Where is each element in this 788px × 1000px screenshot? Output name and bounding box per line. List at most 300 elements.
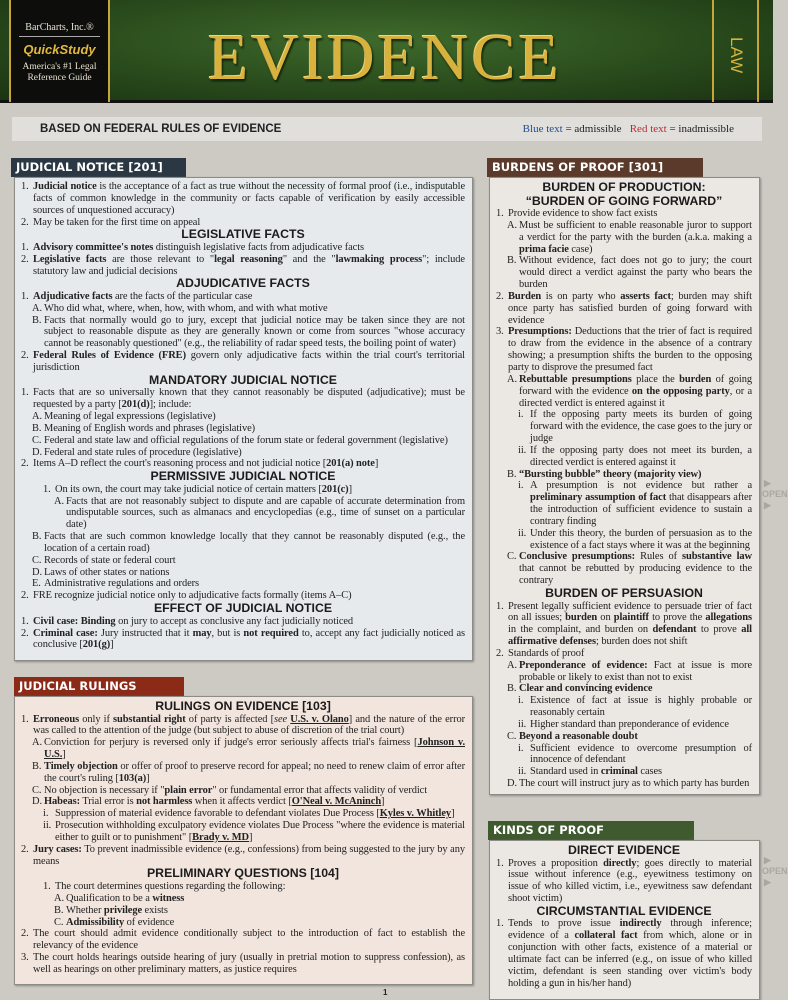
right-column bbox=[487, 158, 760, 1000]
list-item bbox=[21, 350, 465, 374]
item-text: If the opposing party meets its burden of going forward with the evidence, the case goes to the jury or judge bbox=[530, 409, 752, 445]
item-text: Without evidence, fact does not go to jury; the court would direct a verdict against the party who bears the burden bbox=[519, 255, 752, 291]
item-text: or offer of proof to preserve record for appeal; no need to renew claim of error after the court's ruling [ bbox=[44, 760, 465, 784]
list-item bbox=[32, 411, 465, 423]
list-item bbox=[496, 208, 752, 220]
item-number: A. bbox=[507, 373, 517, 385]
left-column bbox=[11, 158, 473, 998]
item-text: are the facts of the particular case bbox=[112, 290, 253, 302]
item-text: The court will instruct jury as to which party has burden bbox=[519, 778, 750, 790]
item-text: 201(d) bbox=[121, 399, 150, 411]
list-item bbox=[21, 616, 465, 628]
item-number: i. bbox=[518, 742, 524, 754]
item-text: distinguish legislative facts from adjudicative facts bbox=[153, 241, 365, 253]
item-text: Erroneous bbox=[33, 713, 80, 725]
item-text: Must be sufficient to enable reasonable juror to support a verdict for the party with the burden (a.k.a. making a bbox=[519, 219, 752, 243]
item-text: Rules of bbox=[635, 551, 682, 563]
item-text: Sufficient evidence to overcome presumption of innocence of defendant bbox=[530, 742, 752, 766]
list-item bbox=[43, 820, 465, 844]
item-text: ; goes directly to material issue without inference (e.g., eyewitness testimony on issue of who killed victim, i.e., eyewitness saw defendant shoot victim) bbox=[508, 857, 753, 905]
item-text: privilege bbox=[103, 904, 143, 916]
list-item bbox=[21, 291, 465, 303]
list-item bbox=[21, 628, 465, 652]
subsection-heading: “BURDEN OF GOING FORWARD” bbox=[525, 193, 723, 208]
list-item bbox=[43, 484, 465, 496]
item-number: 1. bbox=[21, 181, 29, 192]
item-number: C. bbox=[32, 554, 42, 566]
item-text: Trial error is bbox=[79, 796, 137, 808]
series-logo: QuickStudy bbox=[23, 42, 96, 57]
item-text: Presumptions: bbox=[508, 326, 572, 338]
list-item bbox=[507, 731, 752, 743]
item-text: FRE recognize judicial notice only to adjudicative facts formally (items A–C) bbox=[33, 590, 352, 602]
item-text: Preponderance of evidence: bbox=[519, 659, 648, 671]
list-item bbox=[507, 551, 752, 587]
item-text: “Bursting bubble” theory (majority view) bbox=[519, 468, 702, 480]
item-text: of party is affected [ bbox=[185, 713, 274, 725]
list-item bbox=[32, 555, 465, 567]
section-tab-burdens-of-proof: BURDENS OF PROOF [301] bbox=[487, 158, 703, 177]
item-number: ii. bbox=[43, 820, 52, 832]
item-text: ] bbox=[110, 639, 114, 651]
item-text: of evidence bbox=[124, 916, 175, 928]
item-text: ] bbox=[381, 796, 385, 808]
page-title: EVIDENCE bbox=[208, 21, 562, 94]
section-kinds-of-proof bbox=[489, 840, 760, 1000]
item-text: not harmless bbox=[136, 796, 193, 808]
item-text: Burden bbox=[508, 290, 542, 302]
legend-blue-meaning: = admissible bbox=[562, 123, 622, 135]
item-text: 103(a) bbox=[118, 772, 147, 784]
item-text: Jury instructed that it bbox=[97, 627, 193, 639]
item-number: 1. bbox=[43, 483, 51, 495]
item-number: D. bbox=[507, 778, 517, 790]
legend-blue: Blue text bbox=[522, 123, 563, 135]
list-item bbox=[518, 766, 752, 778]
list-item bbox=[54, 496, 465, 532]
item-number: B. bbox=[507, 468, 517, 480]
subsection-heading: LEGISLATIVE FACTS bbox=[181, 227, 305, 242]
list-item bbox=[507, 255, 752, 291]
list-item bbox=[32, 785, 465, 797]
item-number: 1. bbox=[496, 918, 504, 930]
list-item bbox=[21, 254, 465, 278]
item-text: Timely objection bbox=[44, 760, 118, 772]
list-item bbox=[496, 601, 752, 648]
list-item bbox=[21, 181, 465, 217]
case-citation: U.S. v. Olano bbox=[290, 713, 349, 725]
item-text: Prosecution withholding exculpatory evidence violates Due Process "where the evidence is material either to guilt or to punishment" [ bbox=[55, 820, 465, 843]
list-item bbox=[21, 952, 465, 976]
item-text: 201(c) bbox=[321, 483, 349, 495]
list-item bbox=[54, 893, 465, 905]
item-number: 2. bbox=[21, 928, 29, 940]
list-item bbox=[32, 423, 465, 435]
case-citation: Brady v. MD bbox=[192, 831, 249, 843]
item-text: Jury cases: bbox=[33, 843, 82, 855]
item-text: Adjudicative facts bbox=[33, 290, 113, 302]
item-text: ]; include: bbox=[149, 399, 192, 411]
list-item bbox=[507, 374, 752, 410]
item-text: Fact at issue is more probable or likely to exist than not to exist bbox=[519, 659, 752, 683]
item-text: legal reasoning bbox=[214, 253, 283, 265]
item-text: that disappears after the introduction of sufficient evidence to sustain a contrary finding bbox=[530, 492, 753, 527]
item-number: B. bbox=[54, 904, 64, 916]
item-text: 201(g) bbox=[82, 639, 111, 651]
item-text: substantial right bbox=[113, 713, 186, 725]
item-text: Suppression of material evidence favorable to defendant violates Due Process [ bbox=[55, 808, 380, 820]
item-text: Under this theory, the burden of persuasion as to the existence of a fact stays where it was at the beginning bbox=[530, 527, 752, 551]
item-text: preliminary assumption of fact bbox=[530, 492, 667, 504]
list-item bbox=[518, 695, 752, 719]
item-number: A. bbox=[507, 219, 517, 231]
item-text: to, accept any fact judicially noticed as conclusive [ bbox=[33, 627, 465, 651]
item-text: Who did what, where, when, how, with whom, and with what motive bbox=[44, 302, 328, 314]
item-text: Facts that normally would go to jury, except that judicial notice may be taken since they are not subject to reasonable dispute as they are generally known or come from sources "whose accuracy cannot be reasonably questioned" (e.g., the reliability of radar speed tests, the boiling point of water) bbox=[44, 314, 465, 350]
item-number: ii. bbox=[518, 718, 527, 730]
item-text: allegations bbox=[705, 612, 753, 624]
tagline: America's #1 Legal Reference Guide bbox=[22, 62, 97, 83]
subsection-heading: CIRCUMSTANTIAL EVIDENCE bbox=[536, 903, 712, 918]
list-item bbox=[518, 409, 752, 445]
item-number: i. bbox=[43, 808, 49, 820]
item-text: Qualification to be a bbox=[66, 892, 153, 904]
item-text: is the acceptance of a fact as true without the necessity of formal proof (i.e., indisputable facts of common knowledge in the community or facts capable of verification by easily accessible sources of unquestioned accuracy) bbox=[33, 181, 465, 216]
section-judicial-rulings bbox=[14, 696, 473, 985]
item-text: plain error bbox=[164, 784, 213, 796]
item-text: govern only adjudicative facts within the trial court's territorial jurisdiction bbox=[33, 350, 466, 373]
item-number: 1. bbox=[21, 387, 29, 399]
list-item bbox=[507, 469, 752, 481]
item-text: ] bbox=[451, 808, 455, 820]
item-text: in the complaint, and burden on bbox=[508, 624, 653, 636]
list-item bbox=[21, 242, 465, 254]
item-number: 1. bbox=[496, 600, 504, 612]
item-number: 3. bbox=[21, 952, 29, 964]
item-text: place the bbox=[631, 373, 680, 385]
item-text: to prove bbox=[696, 624, 742, 636]
item-text: of going forward with the evidence bbox=[519, 373, 752, 397]
item-text: ] bbox=[62, 749, 66, 761]
item-text: ] and the nature of the error was called to the attention of the judge (but subject to abuse of discretion of the trial court) bbox=[33, 713, 465, 737]
section-judicial-notice bbox=[14, 177, 473, 661]
item-number: 1. bbox=[21, 713, 29, 725]
item-number: 2. bbox=[21, 627, 29, 639]
list-item bbox=[496, 858, 752, 905]
item-text: case) bbox=[568, 243, 593, 255]
item-text: Clear and convincing evidence bbox=[519, 683, 653, 695]
item-text: when it affects verdict [ bbox=[192, 796, 292, 808]
item-number: ii. bbox=[518, 527, 527, 539]
item-text: Rebuttable presumptions bbox=[519, 373, 632, 385]
list-item bbox=[496, 326, 752, 373]
list-item bbox=[507, 778, 752, 790]
item-text: defendant bbox=[652, 624, 697, 636]
item-text: To prevent inadmissible evidence (e.g., confessions) from being suggested to the jury by any means bbox=[33, 843, 465, 867]
item-text: The court holds hearings outside hearing of jury (usually in pretrial motion to suppress confession), as well as hearings on other preliminary matters, as justice requires bbox=[33, 952, 465, 975]
subsection-heading: MANDATORY JUDICIAL NOTICE bbox=[149, 372, 337, 387]
item-number: A. bbox=[32, 411, 42, 422]
item-number: C. bbox=[507, 730, 517, 742]
item-text: On its own, the court may take judicial notice of certain matters [ bbox=[55, 483, 322, 495]
item-text: not required bbox=[243, 627, 299, 639]
item-text: are those relevant to " bbox=[106, 253, 215, 265]
item-number: B. bbox=[32, 531, 42, 543]
list-item bbox=[32, 578, 465, 590]
item-number: i. bbox=[518, 695, 524, 707]
item-number: i. bbox=[518, 409, 524, 421]
item-text: plaintiff bbox=[613, 612, 649, 624]
item-text: is on party who bbox=[541, 290, 621, 302]
item-text: Facts that are such common knowledge locally that they cannot be reasonably disputed (e.g., the location of a certain road) bbox=[44, 531, 465, 554]
item-text: all affirmative defenses bbox=[508, 624, 752, 648]
item-text: on the opposing party bbox=[631, 385, 730, 397]
item-number: A. bbox=[32, 302, 42, 314]
item-number: A. bbox=[32, 737, 42, 749]
subsection-heading: RULINGS ON EVIDENCE [103] bbox=[155, 699, 331, 713]
item-text: cases bbox=[637, 766, 663, 778]
list-item bbox=[21, 844, 465, 868]
subsection-heading: BURDEN OF PRODUCTION: bbox=[542, 180, 706, 194]
list-item bbox=[21, 387, 465, 411]
item-text: Admissibility bbox=[66, 916, 125, 928]
item-text: see bbox=[274, 713, 288, 725]
subsection-heading: PRELIMINARY QUESTIONS [104] bbox=[146, 866, 339, 881]
item-number: B. bbox=[32, 422, 42, 434]
item-number: 2. bbox=[21, 590, 29, 602]
publisher: BarCharts, Inc.® bbox=[19, 22, 100, 37]
case-citation: O'Neal v. McAninch bbox=[291, 796, 382, 808]
item-text: lawmaking process bbox=[335, 253, 423, 265]
section-tab-judicial-rulings: JUDICIAL RULINGS bbox=[14, 677, 184, 696]
item-number: 2. bbox=[496, 647, 504, 659]
list-item bbox=[496, 291, 752, 327]
item-text: No objection is necessary if " bbox=[44, 784, 165, 796]
item-text: directly bbox=[603, 857, 637, 869]
list-item bbox=[496, 648, 752, 660]
item-text: exists bbox=[142, 904, 168, 916]
gold-rule bbox=[712, 0, 714, 102]
item-text: " or fundamental error that affects validity of verdict bbox=[212, 784, 428, 796]
list-item bbox=[32, 567, 465, 579]
item-number: 2. bbox=[21, 216, 29, 228]
cover-banner bbox=[0, 0, 773, 103]
list-item bbox=[518, 445, 752, 469]
item-number: ii. bbox=[518, 444, 527, 456]
subject-label: LAW bbox=[727, 36, 746, 74]
item-text: Legislative facts bbox=[33, 253, 107, 265]
item-text: Meaning of legal expressions (legislative) bbox=[44, 411, 216, 422]
item-text: 201(a) note bbox=[326, 458, 375, 470]
item-number: D. bbox=[32, 446, 42, 458]
section-burdens-of-proof bbox=[489, 177, 760, 795]
list-item bbox=[507, 683, 752, 695]
item-text: Standard used in bbox=[530, 766, 601, 778]
item-text: ; burden does not shift bbox=[595, 636, 688, 648]
gold-rule bbox=[757, 0, 759, 102]
item-number: A. bbox=[54, 892, 64, 904]
item-number: 2. bbox=[496, 290, 504, 302]
item-text: Beyond a reasonable doubt bbox=[519, 730, 638, 742]
list-item bbox=[518, 480, 752, 527]
item-text: burden bbox=[679, 373, 712, 385]
list-item bbox=[43, 881, 465, 893]
item-text: ] bbox=[348, 483, 352, 495]
item-text: that cannot be rebutted by producing evidence to the contrary bbox=[519, 563, 752, 587]
item-text: Facts that are not reasonably subject to dispute and are capable of accurate determination from undisputable sources, such as almanacs and encyclopedias (e.g., time of sunset on a particular date) bbox=[66, 495, 465, 531]
list-item bbox=[32, 531, 465, 555]
list-item bbox=[496, 918, 752, 989]
item-text: Deductions that the trier of fact is required to draw from the evidence in the absence of a contrary showing; a presumption shifts the burden to the opposing party to disprove the presumed fact bbox=[508, 326, 752, 373]
item-text: A presumption is not evidence but rather a bbox=[530, 480, 752, 492]
item-text: Federal Rules of Evidence (FRE) bbox=[33, 350, 186, 362]
section-tab-judicial-notice: JUDICIAL NOTICE [201] bbox=[11, 158, 186, 177]
item-number: E. bbox=[32, 578, 41, 590]
item-number: 1. bbox=[21, 241, 29, 253]
item-number: A. bbox=[54, 495, 64, 507]
item-text: criminal bbox=[600, 766, 638, 778]
item-number: B. bbox=[507, 683, 517, 695]
legend-red-meaning: = inadmissible bbox=[666, 123, 734, 135]
item-number: B. bbox=[32, 760, 42, 772]
item-text: Criminal case: bbox=[33, 627, 98, 639]
item-number: B. bbox=[507, 255, 517, 267]
subsection-heading: ADJUDICATIVE FACTS bbox=[176, 276, 310, 291]
item-number: C. bbox=[32, 434, 42, 446]
item-text: Conclusive presumptions: bbox=[519, 551, 636, 563]
item-number: 2. bbox=[21, 458, 29, 470]
item-number: ii. bbox=[518, 766, 527, 778]
list-item bbox=[32, 761, 465, 785]
item-number: C. bbox=[507, 551, 517, 563]
item-text: Higher standard than preponderance of evidence bbox=[530, 718, 729, 730]
list-item bbox=[54, 917, 465, 929]
subheader-bar bbox=[12, 117, 762, 141]
list-item bbox=[54, 905, 465, 917]
item-text: Administrative regulations and orders bbox=[44, 578, 200, 590]
item-text: ; burden may shift once party has satisfied burden of going forward with evidence bbox=[508, 290, 752, 326]
item-text: substantive law bbox=[682, 551, 753, 563]
item-text: " and the " bbox=[282, 253, 336, 265]
item-number: 1. bbox=[496, 857, 504, 869]
subsection-heading: BURDEN OF PERSUASION bbox=[545, 586, 703, 600]
item-text: The court determines questions regarding the following: bbox=[55, 880, 286, 892]
list-item bbox=[21, 714, 465, 738]
item-number: 1. bbox=[21, 615, 29, 627]
item-number: A. bbox=[507, 659, 517, 671]
item-text: ] bbox=[248, 831, 253, 843]
item-text: The court should admit evidence conditionally subject to the introduction of fact to establish the relevancy of the evidence bbox=[33, 928, 465, 952]
subsection-heading: EFFECT OF JUDICIAL NOTICE bbox=[153, 601, 333, 616]
item-text: prima facie bbox=[519, 243, 569, 255]
item-text: Laws of other states or nations bbox=[44, 566, 170, 578]
item-number: C. bbox=[54, 916, 64, 928]
item-text: indirectly bbox=[619, 918, 662, 930]
item-number: D. bbox=[32, 796, 42, 808]
item-text: may bbox=[192, 627, 212, 639]
item-text: Records of state or federal court bbox=[44, 554, 176, 566]
subsection-heading: DIRECT EVIDENCE bbox=[567, 843, 681, 857]
subsection-heading: PERMISSIVE JUDICIAL NOTICE bbox=[150, 469, 336, 484]
item-number: C. bbox=[32, 784, 42, 796]
list-item bbox=[507, 220, 752, 256]
item-text: Civil case: Binding bbox=[33, 615, 116, 627]
item-text: Tends to prove issue bbox=[508, 918, 620, 930]
item-text: , but is bbox=[211, 627, 244, 639]
item-text: Provide evidence to show fact exists bbox=[508, 208, 658, 219]
list-item bbox=[32, 435, 465, 447]
item-number: 2. bbox=[21, 253, 29, 265]
list-item bbox=[518, 743, 752, 767]
item-text: Conviction for perjury is reversed only if judge's error seriously affects trial's fairness [ bbox=[44, 737, 418, 749]
item-number: D. bbox=[32, 566, 42, 578]
item-text: "; include statutory law and judicial decisions bbox=[33, 253, 465, 277]
list-item bbox=[32, 315, 465, 351]
item-text: ] bbox=[374, 458, 379, 470]
list-item bbox=[518, 528, 752, 552]
item-number: 1. bbox=[496, 208, 504, 219]
item-text: ] bbox=[146, 772, 150, 784]
section-tab-kinds-of-proof: KINDS OF PROOF bbox=[488, 821, 694, 840]
item-text: May be taken for the first time on appeal bbox=[33, 216, 201, 228]
item-text: asserts fact bbox=[620, 290, 671, 302]
case-citation: Johnson v. U.S. bbox=[44, 737, 465, 761]
item-text: Facts that are so universally known that they cannot reasonably be disputed (adjudicative); must be requested by a party [ bbox=[33, 387, 465, 411]
item-text: Advisory committee's notes bbox=[33, 241, 154, 253]
item-number: 3. bbox=[496, 326, 504, 338]
item-number: 2. bbox=[21, 843, 29, 855]
item-text: Existence of fact at issue is highly probable or reasonably certain bbox=[530, 695, 752, 719]
item-text: witness bbox=[152, 892, 185, 904]
item-number: B. bbox=[32, 314, 42, 326]
brand-box bbox=[9, 0, 110, 102]
list-item bbox=[32, 796, 465, 808]
item-text: to prove the bbox=[648, 612, 706, 624]
item-text: Proves a proposition bbox=[508, 857, 604, 869]
item-text: If the opposing party does not meet its burden, a directed verdict is entered against it bbox=[530, 444, 752, 468]
legend-red: Red text bbox=[629, 123, 667, 135]
item-text: Habeas: bbox=[44, 796, 80, 808]
item-text: through inference; evidence of a bbox=[508, 918, 753, 942]
item-number: 2. bbox=[21, 350, 29, 362]
open-tab-text: OPEN bbox=[762, 866, 788, 876]
list-item bbox=[32, 737, 465, 761]
list-item bbox=[21, 928, 465, 952]
item-text: only if bbox=[79, 713, 113, 725]
item-text: burden bbox=[565, 612, 598, 624]
item-text: Federal and state rules of procedure (legislative) bbox=[44, 446, 242, 458]
basis-text: BASED ON FEDERAL RULES OF EVIDENCE bbox=[40, 123, 282, 135]
item-text: Present legally sufficient evidence to persuade trier of fact on all issues; bbox=[508, 600, 752, 624]
list-item bbox=[518, 719, 752, 731]
page-number: 1 bbox=[383, 988, 388, 997]
item-number: 1. bbox=[21, 290, 29, 302]
item-text: , or a directed verdict is entered against it bbox=[519, 385, 752, 409]
item-text: on bbox=[597, 612, 614, 624]
item-text: Items A–D reflect the court's reasoning process and not judicial notice [ bbox=[33, 458, 327, 470]
open-tab-marker: ▶ OPEN ▶ bbox=[762, 478, 788, 510]
color-legend bbox=[523, 123, 734, 135]
item-text: on jury to accept as conclusive any fact judicially noticed bbox=[115, 615, 354, 627]
item-text: collateral fact bbox=[574, 930, 638, 942]
item-number: i. bbox=[518, 480, 524, 492]
open-tab-text: OPEN bbox=[762, 489, 788, 499]
list-item bbox=[507, 660, 752, 684]
item-text: Federal and state law and official regulations of the forum state or federal government (legislative) bbox=[44, 434, 448, 446]
list-item bbox=[43, 808, 465, 820]
list-item bbox=[32, 303, 465, 315]
case-citation: Kyles v. Whitley bbox=[379, 808, 452, 820]
